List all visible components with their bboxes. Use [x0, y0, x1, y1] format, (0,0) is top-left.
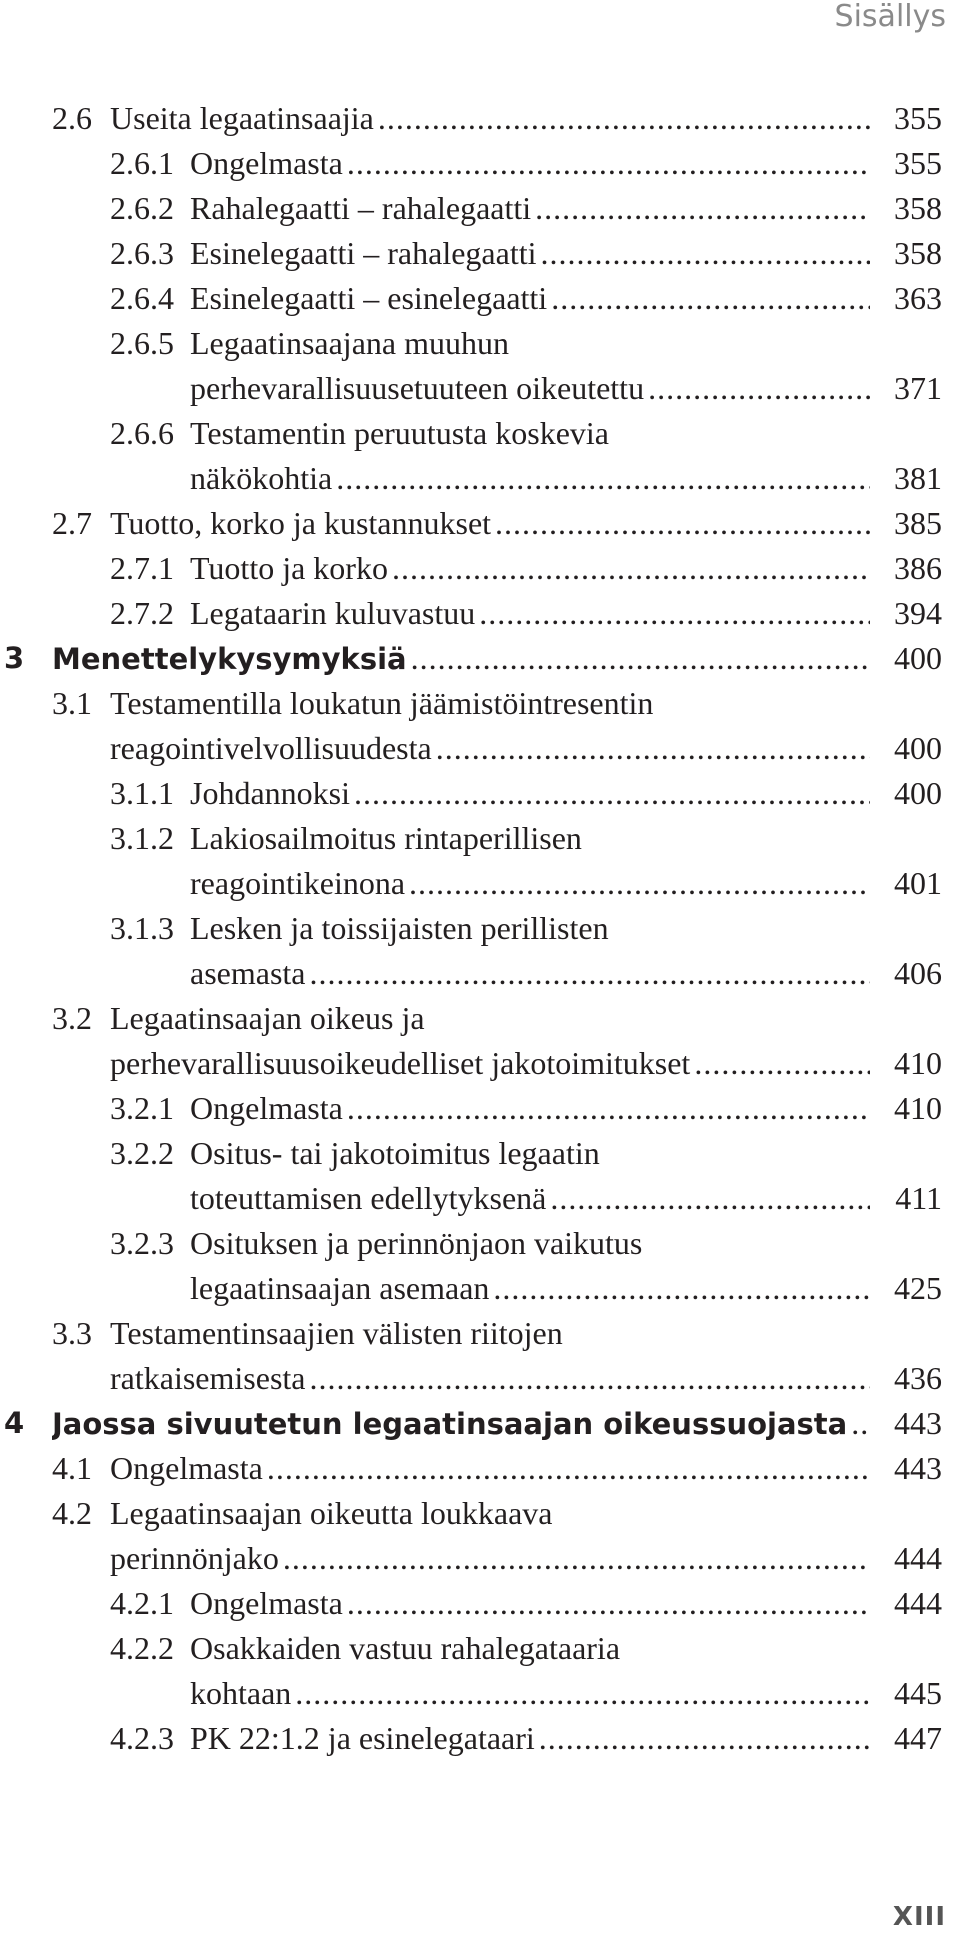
toc-entry-title: Ongelmasta	[190, 145, 343, 181]
toc-entry-line	[0, 996, 960, 1041]
toc-entry-page-number: 410	[894, 1045, 942, 1081]
dot-leader	[336, 456, 870, 501]
dot-leader	[309, 1356, 870, 1401]
dot-leader	[436, 726, 870, 771]
toc-entry-page-number: 444	[894, 1540, 942, 1576]
toc-entry-title-wrap	[190, 1581, 870, 1626]
toc-entry-line	[0, 141, 960, 186]
toc-entry-title: Rahalegaatti – rahalegaatti	[190, 190, 532, 226]
toc-entry-title: kohtaan	[190, 1675, 292, 1711]
toc-entry-page-number: 386	[894, 550, 942, 586]
dot-leader	[392, 546, 870, 591]
toc-entry-title: Tuotto, korko ja kustannukset	[110, 505, 492, 541]
toc-entry-page-number: 371	[894, 370, 942, 406]
toc-entry-line	[0, 726, 960, 771]
toc-entry-title-wrap	[190, 1716, 870, 1761]
toc-entry-page-number: 406	[894, 955, 942, 991]
toc-entry-title: Ositus- tai jakotoimitus legaatin	[190, 1135, 600, 1171]
toc-entry-page-number: 358	[894, 190, 942, 226]
dot-leader	[539, 1716, 870, 1761]
toc-entry-line	[0, 1176, 960, 1221]
toc-entry-page-number: 400	[894, 775, 942, 811]
toc-entry-line	[0, 1536, 960, 1581]
toc-entry-title: Tuotto ja korko	[190, 550, 388, 586]
toc-entry-title: Esinelegaatti – esinelegaatti	[190, 280, 548, 316]
dot-leader	[495, 501, 870, 546]
toc-entry-line	[0, 906, 960, 951]
toc-entry-page-number: 355	[894, 145, 942, 181]
toc-entry-title-wrap	[190, 276, 870, 321]
dot-leader	[347, 1086, 870, 1131]
toc-entry-line	[0, 1581, 960, 1626]
toc-entry-number: 3.1.2	[110, 820, 174, 856]
toc-entry-title: reagointivelvollisuudesta	[110, 730, 432, 766]
toc-entry-number: 3.2.1	[110, 1090, 174, 1126]
toc-entry-page-number: 381	[894, 460, 942, 496]
dot-leader	[409, 861, 870, 906]
toc-entry-title: asemasta	[190, 955, 306, 991]
toc-entry-line	[0, 861, 960, 906]
toc-entry-line	[0, 636, 960, 681]
toc-entry-title: Legaatinsaajan oikeus ja	[110, 1000, 425, 1036]
toc-entry-number: 3.2.2	[110, 1135, 174, 1171]
table-of-contents	[0, 96, 960, 1761]
toc-entry-title: Ongelmasta	[190, 1090, 343, 1126]
toc-entry-title-wrap	[190, 366, 870, 411]
toc-entry-title: Legaatinsaajana muuhun	[190, 325, 509, 361]
toc-entry-line	[0, 1401, 960, 1446]
toc-entry-line	[0, 366, 960, 411]
toc-entry-title-wrap	[110, 1041, 870, 1086]
toc-entry-number: 4.2.3	[110, 1720, 174, 1756]
toc-entry-title: Testamentilla loukatun jäämistöintresentin	[110, 685, 654, 721]
toc-entry-title-wrap	[190, 1131, 870, 1176]
dot-leader	[493, 1266, 870, 1311]
toc-entry-title-wrap	[110, 1311, 870, 1356]
toc-entry-title-wrap	[190, 1266, 870, 1311]
toc-entry-title-wrap	[190, 321, 870, 366]
toc-entry-title: Ongelmasta	[190, 1585, 343, 1621]
toc-entry-line	[0, 1491, 960, 1536]
toc-entry-title-wrap	[190, 816, 870, 861]
toc-entry-number: 4.2	[52, 1495, 92, 1531]
toc-entry-number: 2.6.6	[110, 415, 174, 451]
toc-entry-title: Esinelegaatti – rahalegaatti	[190, 235, 537, 271]
toc-entry-line	[0, 411, 960, 456]
toc-entry-line	[0, 1221, 960, 1266]
dot-leader	[283, 1536, 870, 1581]
toc-entry-page-number: 394	[894, 595, 942, 631]
toc-entry-page-number: 355	[894, 100, 942, 136]
toc-entry-title: perinnönjako	[110, 1540, 279, 1576]
dot-leader	[694, 1041, 870, 1086]
toc-entry-number: 2.6.5	[110, 325, 174, 361]
toc-entry-title-wrap	[110, 726, 870, 771]
toc-entry-number: 3.2	[52, 1000, 92, 1036]
toc-entry-page-number: 444	[894, 1585, 942, 1621]
page-folio: XIII	[892, 1902, 946, 1932]
toc-entry-title-wrap	[110, 1356, 870, 1401]
toc-entry-title: toteuttamisen edellytyksenä	[190, 1180, 547, 1216]
dot-leader	[295, 1671, 870, 1716]
dot-leader	[851, 1401, 870, 1446]
dot-leader	[310, 951, 871, 996]
toc-entry-title-wrap	[190, 591, 870, 636]
toc-entry-page-number: 401	[894, 865, 942, 901]
toc-entry-page-number: 358	[894, 235, 942, 271]
toc-entry-title-wrap	[190, 771, 870, 816]
toc-entry-title-wrap	[190, 231, 870, 276]
toc-entry-title-wrap	[110, 996, 870, 1041]
toc-entry-line	[0, 546, 960, 591]
toc-entry-title-wrap	[110, 96, 870, 141]
toc-entry-number: 4.2.1	[110, 1585, 174, 1621]
toc-entry-title: Menettelykysymyksiä	[52, 642, 407, 676]
toc-entry-line	[0, 1131, 960, 1176]
dot-leader	[479, 591, 870, 636]
toc-entry-title: Lakiosailmoitus rintaperillisen	[190, 820, 582, 856]
toc-entry-title-wrap	[190, 546, 870, 591]
toc-entry-line	[0, 231, 960, 276]
toc-entry-number: 2.7.2	[110, 595, 174, 631]
toc-entry-title-wrap	[52, 1401, 870, 1447]
toc-entry-title-wrap	[110, 1491, 870, 1536]
toc-entry-line	[0, 1626, 960, 1671]
toc-entry-line	[0, 501, 960, 546]
toc-entry-number: 3.1.3	[110, 910, 174, 946]
toc-entry-page-number: 400	[894, 730, 942, 766]
toc-entry-title-wrap	[190, 1626, 870, 1671]
toc-entry-title-wrap	[110, 1536, 870, 1581]
toc-entry-title-wrap	[110, 501, 870, 546]
toc-entry-page-number: 436	[894, 1360, 942, 1396]
toc-entry-line	[0, 1041, 960, 1086]
toc-entry-number: 3.3	[52, 1315, 92, 1351]
toc-entry-title: Legataarin kuluvastuu	[190, 595, 476, 631]
toc-entry-title: perhevarallisuusetuuteen oikeutettu	[190, 370, 645, 406]
toc-entry-line	[0, 951, 960, 996]
toc-entry-title: Osituksen ja perinnönjaon vaikutus	[190, 1225, 643, 1261]
dot-leader	[347, 1581, 870, 1626]
dot-leader	[535, 186, 870, 231]
toc-entry-number: 2.6	[52, 100, 92, 136]
toc-entry-title: perhevarallisuusoikeudelliset jakotoimitukset	[110, 1045, 691, 1081]
toc-entry-number: 2.7	[52, 505, 92, 541]
toc-entry-line	[0, 1446, 960, 1491]
toc-entry-page-number: 443	[894, 1405, 942, 1441]
toc-entry-line	[0, 1311, 960, 1356]
toc-entry-title-wrap	[190, 456, 870, 501]
toc-entry-number: 2.6.3	[110, 235, 174, 271]
toc-entry-title-wrap	[190, 1086, 870, 1131]
toc-entry-title-wrap	[190, 186, 870, 231]
toc-entry-title-wrap	[110, 1446, 870, 1491]
toc-entry-page-number: 411	[895, 1180, 942, 1216]
toc-entry-number: 2.6.2	[110, 190, 174, 226]
toc-entry-line	[0, 681, 960, 726]
toc-entry-title-wrap	[190, 1221, 870, 1266]
toc-entry-title-wrap	[52, 636, 870, 682]
dot-leader	[551, 276, 870, 321]
dot-leader	[411, 636, 870, 681]
toc-entry-title: Testamentin peruutusta koskevia	[190, 415, 609, 451]
toc-entry-title: Ongelmasta	[110, 1450, 263, 1486]
toc-entry-line	[0, 1086, 960, 1131]
toc-entry-number: 4.2.2	[110, 1630, 174, 1666]
toc-entry-line	[0, 771, 960, 816]
toc-entry-number: 3.1.1	[110, 775, 174, 811]
toc-entry-page-number: 400	[894, 640, 942, 676]
toc-entry-number: 2.6.4	[110, 280, 174, 316]
toc-entry-title: ratkaisemisesta	[110, 1360, 306, 1396]
toc-entry-number: 3.2.3	[110, 1225, 174, 1261]
toc-entry-line	[0, 816, 960, 861]
running-head: Sisällys	[834, 0, 946, 34]
toc-entry-title-wrap	[190, 1671, 870, 1716]
toc-entry-title: Testamentinsaajien välisten riitojen	[110, 1315, 563, 1351]
toc-entry-page-number: 363	[894, 280, 942, 316]
toc-entry-title: Osakkaiden vastuu rahalegataaria	[190, 1630, 621, 1666]
toc-entry-line	[0, 456, 960, 501]
toc-entry-title-wrap	[190, 951, 870, 996]
toc-entry-title: Lesken ja toissijaisten perillisten	[190, 910, 609, 946]
toc-entry-title-wrap	[190, 1176, 870, 1221]
toc-entry-line	[0, 186, 960, 231]
dot-leader	[378, 96, 870, 141]
toc-entry-title: Jaossa sivuutetun legaatinsaajan oikeussuojasta	[52, 1407, 848, 1441]
toc-entry-line	[0, 1671, 960, 1716]
toc-entry-title-wrap	[110, 681, 870, 726]
toc-entry-page-number: 445	[894, 1675, 942, 1711]
toc-entry-title: Legaatinsaajan oikeutta loukkaava	[110, 1495, 553, 1531]
toc-entry-title-wrap	[190, 141, 870, 186]
toc-entry-number: 3.1	[52, 685, 92, 721]
dot-leader	[354, 771, 870, 816]
toc-entry-title: PK 22:1.2 ja esinelegataari	[190, 1720, 535, 1756]
toc-entry-line	[0, 96, 960, 141]
toc-entry-number: 4.1	[52, 1450, 92, 1486]
dot-leader	[347, 141, 870, 186]
dot-leader	[267, 1446, 870, 1491]
toc-entry-page-number: 447	[894, 1720, 942, 1756]
toc-entry-line	[0, 276, 960, 321]
toc-entry-number: 2.6.1	[110, 145, 174, 181]
toc-entry-title-wrap	[190, 906, 870, 951]
toc-entry-line	[0, 1356, 960, 1401]
toc-entry-title-wrap	[190, 411, 870, 456]
toc-entry-line	[0, 1266, 960, 1311]
toc-entry-title-wrap	[190, 861, 870, 906]
toc-entry-number: 4	[4, 1406, 25, 1440]
toc-entry-number: 2.7.1	[110, 550, 174, 586]
toc-entry-title: näkökohtia	[190, 460, 333, 496]
toc-entry-page-number: 443	[894, 1450, 942, 1486]
toc-entry-number: 3	[4, 641, 25, 675]
toc-entry-page-number: 425	[894, 1270, 942, 1306]
toc-entry-line	[0, 1716, 960, 1761]
dot-leader	[648, 366, 870, 411]
toc-entry-title: Useita legaatinsaajia	[110, 100, 374, 136]
toc-entry-title: Johdannoksi	[190, 775, 350, 811]
toc-entry-page-number: 385	[894, 505, 942, 541]
toc-entry-line	[0, 321, 960, 366]
toc-entry-page-number: 410	[894, 1090, 942, 1126]
dot-leader	[541, 231, 871, 276]
toc-entry-line	[0, 591, 960, 636]
dot-leader	[550, 1176, 870, 1221]
toc-entry-title: legaatinsaajan asemaan	[190, 1270, 490, 1306]
toc-entry-title: reagointikeinona	[190, 865, 406, 901]
